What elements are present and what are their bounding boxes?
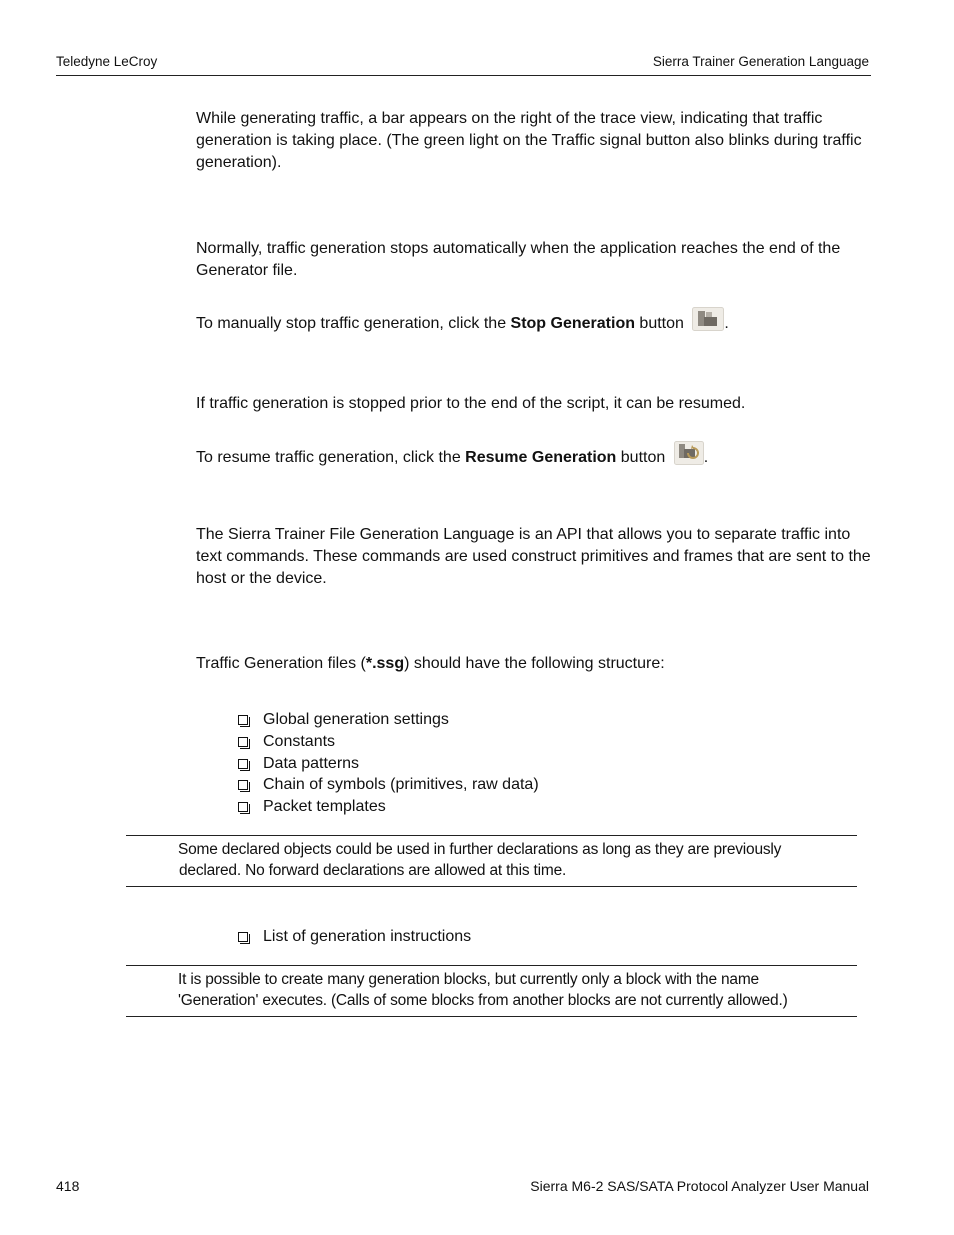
list-item: List of generation instructions	[237, 926, 471, 948]
checkbox-bullet-icon	[238, 932, 248, 942]
page-number: 418	[56, 1178, 80, 1194]
list-item: Global generation settings	[237, 709, 539, 731]
paragraph-api-description: The Sierra Trainer File Generation Language is an API that allows you to separate traffic into text commands. These commands are used construct primitives and frames that are sent to the host or the device.	[196, 526, 871, 587]
manual-stop-text: To manually stop traffic generation, click the	[196, 315, 511, 332]
note1-bottom-rule	[126, 886, 857, 887]
resume-text: To resume traffic generation, click the	[196, 449, 466, 466]
list-item: Data patterns	[237, 753, 539, 775]
list-item: Chain of symbols (primitives, raw data)	[237, 774, 539, 796]
note2-bottom-rule	[126, 1016, 857, 1017]
paragraph-trace-bar: While generating traffic, a bar appears on the right of the trace view, indicating that traffic generation is taking place. (The green light on the Traffic signal button also blinks during traffic generation).	[196, 110, 862, 171]
note2-top-rule	[126, 965, 857, 966]
paragraph-resume-info: If traffic generation is stopped prior to the end of the script, it can be resumed.	[196, 395, 746, 412]
resume-generation-label: Resume Generation	[465, 449, 617, 466]
resume-generation-icon[interactable]	[674, 441, 704, 472]
header-right: Sierra Trainer Generation Language	[652, 54, 869, 69]
structure-list	[237, 709, 539, 818]
manual-stop-period: .	[724, 315, 729, 332]
structure-list-2	[237, 926, 471, 948]
note2-line2: 'Generation' executes. (Calls of some blocks from another blocks are not currently allowed.)	[178, 992, 788, 1009]
checkbox-bullet-icon	[238, 780, 248, 790]
list-item: Packet templates	[237, 796, 539, 818]
checkbox-bullet-icon	[238, 737, 248, 747]
header-rule	[56, 75, 871, 76]
note1-line2: declared. No forward declarations are allowed at this time.	[179, 862, 567, 879]
manual-title: Sierra M6-2 SAS/SATA Protocol Analyzer User Manual	[530, 1178, 869, 1194]
checkbox-bullet-icon	[238, 802, 248, 812]
note1-line1: Some declared objects could be used in further declarations as long as they are previously	[178, 841, 782, 858]
file-structure-text-end: ) should have the following structure:	[404, 655, 665, 672]
paragraph-resume	[196, 441, 871, 472]
paragraph-manual-stop	[196, 307, 871, 338]
manual-stop-button-word: button	[634, 315, 684, 332]
note-forward-declarations	[178, 839, 848, 881]
note2-line1: It is possible to create many generation blocks, but currently only a block with the name	[178, 971, 759, 988]
file-structure-text: Traffic Generation files (	[196, 655, 366, 672]
checkbox-bullet-icon	[238, 715, 248, 725]
paragraph-file-structure	[196, 653, 871, 675]
checkbox-bullet-icon	[238, 759, 248, 769]
resume-button-word: button	[616, 449, 666, 466]
header-left: Teledyne LeCroy	[56, 54, 158, 69]
resume-period: .	[703, 449, 709, 466]
paragraph-auto-stop: Normally, traffic generation stops automatically when the application reaches the end of the Generator file.	[196, 240, 841, 279]
stop-generation-label: Stop Generation	[510, 315, 635, 332]
stop-generation-icon[interactable]	[692, 307, 724, 338]
ssg-extension: *.ssg	[365, 655, 405, 672]
note1-top-rule	[126, 835, 857, 836]
list-item: Constants	[237, 731, 539, 753]
note-generation-blocks	[178, 969, 848, 1011]
